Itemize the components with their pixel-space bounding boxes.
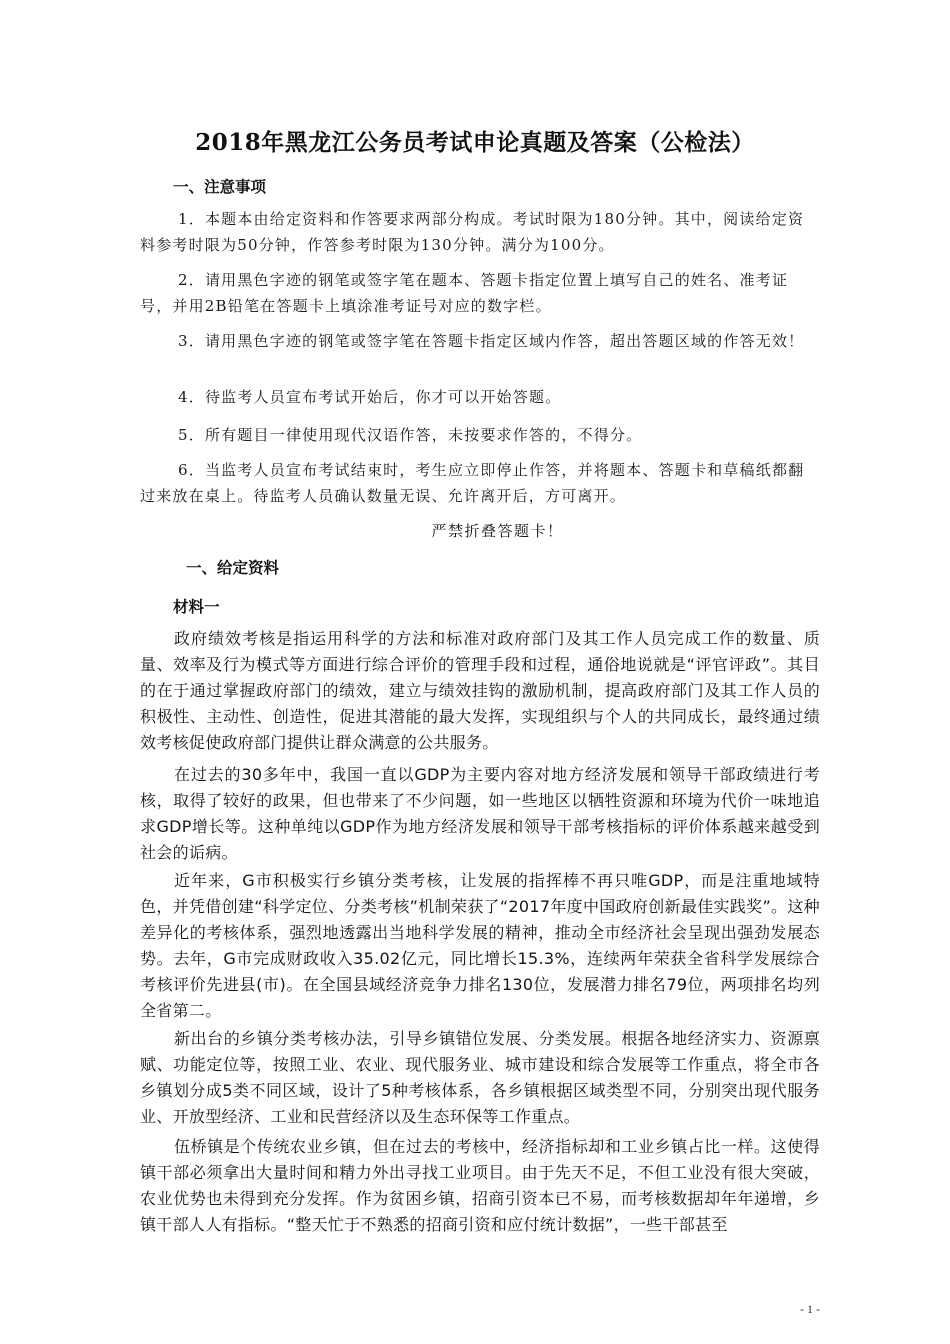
material-paragraph-4: 新出台的乡镇分类考核办法，引导乡镇错位发展、分类发展。根据各地经济实力、资源禀赋、功能定位等，按照工业、农业、现代服务业、城市建设和综合发展等工作重点，将全市各乡镇划分成5类不同区域，设计了5种考核体系，各乡镇根据区域类型不同，分别突出现代服务业、开放型经济、工业和民营经济以及生态环保等工作重点。 — [140, 1029, 820, 1126]
notice-item-6: 6．当监考人员宣布考试结束时，考生应立即停止作答，并将题本、答题卡和草稿纸都翻过来放在桌上。待监考人员确认数量无误、允许离开后，方可离开。 — [140, 461, 805, 505]
page-title: 2018年黑龙江公务员考试申论真题及答案（公检法） — [195, 129, 755, 156]
material-paragraph-2: 在过去的30多年中，我国一直以GDP为主要内容对地方经济发展和领导干部政绩进行考核，取得了较好的政果，但也带来了不少问题，如一些地区以牺牲资源和环境为代价一味地追求GDP增长等。这种单纯以GDP作为地方经济发展和领导干部考核指标的评价体系越来越受到社会的诟病。 — [140, 765, 820, 862]
notice-item-4: 4．待监考人员宣布考试开始后，你才可以开始答题。 — [178, 388, 562, 406]
material-paragraph-3: 近年来，G市积极实行乡镇分类考核，让发展的指挥棒不再只唯GDP，而是注重地域特色，并凭借创建“科学定位、分类考核”机制荣获了“2017年度中国政府创新最佳实践奖”。这种差异化的考核体系，强烈地透露出当地科学发展的精神，推动全市经济社会呈现出强劲发展态势。去年，G市完成财政收入35.02亿元，同比增长15.3%，连续两年荣获全省科学发展综合考核评价先进县(市)。在全国县域经济竞争力排名130位，发展潜力排名79位，两项排名均列全省第二。 — [140, 871, 820, 1020]
material-paragraph-1: 政府绩效考核是指运用科学的方法和标准对政府部门及其工作人员完成工作的数量、质量、效率及行为模式等方面进行综合评价的管理手段和过程，通俗地说就是“评官评政”。其目的在于通过掌握政府部门的绩效，建立与绩效挂钩的激励机制，提高政府部门及其工作人员的积极性、主动性、创造性，促进其潜能的最大发挥，实现组织与个人的共同成长，最终通过绩效考核促使政府部门提供让群众满意的公共服务。 — [140, 629, 820, 752]
material-label: 材料一 — [173, 598, 220, 616]
notice-heading: 一、注意事项 — [173, 178, 267, 196]
material-paragraph-5: 伍桥镇是个传统农业乡镇，但在过去的考核中，经济指标却和工业乡镇占比一样。这使得镇干部必须拿出大量时间和精力外出寻找工业项目。由于先天不足，不但工业没有很大突破，农业优势也未得到充分发挥。作为贫困乡镇，招商引资本已不易，而考核数据却年年递增，乡镇干部人人有指标。“整天忙于不熟悉的招商引资和应付统计数据”，一些干部甚至 — [140, 1137, 820, 1234]
notice-item-5: 5．所有题目一律使用现代汉语作答，未按要求作答的，不得分。 — [178, 426, 643, 444]
notice-item-2: 2．请用黑色字迹的钢笔或签字笔在题本、答题卡指定位置上填写自己的姓名、准考证号，并用2B铅笔在答题卡上填涂准考证号对应的数字栏。 — [140, 271, 789, 315]
page-number: - 1 - — [800, 1302, 820, 1316]
notice-item-3: 3．请用黑色字迹的钢笔或签字笔在答题卡指定区域内作答，超出答题区域的作答无效！ — [178, 332, 805, 350]
notice-item-1: 1．本题本由给定资料和作答要求两部分构成。考试时限为180分钟。其中，阅读给定资料参考时限为50分钟，作答参考时限为130分钟。满分为100分。 — [140, 210, 805, 254]
warning-note: 严禁折叠答题卡！ — [431, 522, 564, 540]
materials-heading: 一、给定资料 — [186, 559, 280, 577]
